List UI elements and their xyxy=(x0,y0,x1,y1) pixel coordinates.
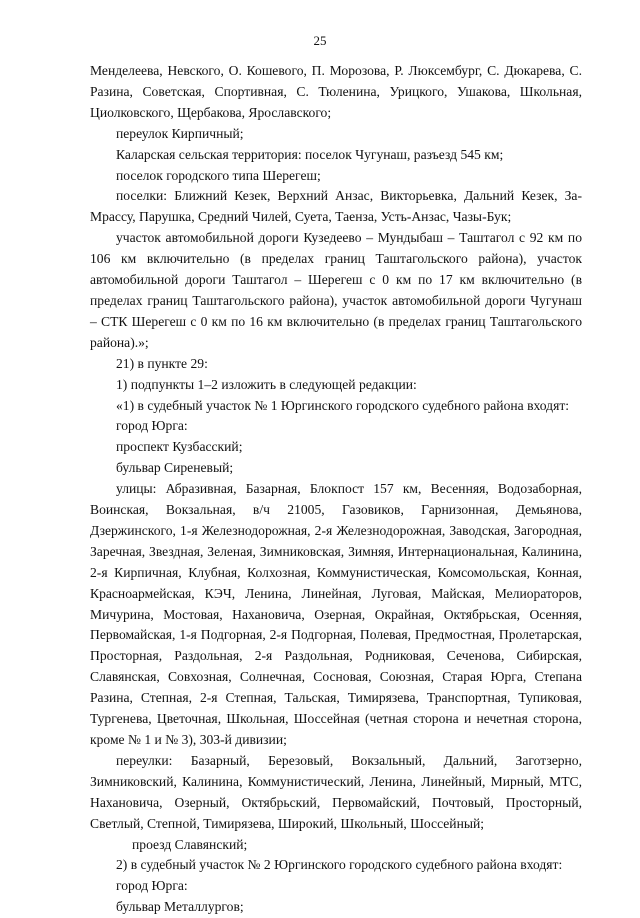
paragraph-passage: проезд Славянский; xyxy=(132,836,248,852)
paragraph-prospect: проспект Кузбасский; xyxy=(116,439,243,455)
paragraph-item-21: 21) в пункте 29: xyxy=(116,355,208,371)
document-body xyxy=(90,61,582,918)
paragraph-settlements: поселки: Ближний Кезек, Верхний Анзас, Викторьевка, Дальний Кезек, За-Мрассу, Парушка, Средний Чилей, Суета, Таенза, Усть-Анзас, Чазы-Бук; xyxy=(90,188,582,225)
paragraph-lane-kirpichny: переулок Кирпичный; xyxy=(116,125,244,141)
paragraph-sheregesh: поселок городского типа Шерегеш; xyxy=(116,167,321,183)
paragraph-lanes-list: переулки: Базарный, Березовый, Вокзальный, Дальний, Заготзерно, Зимниковский, Калинина, Коммунистический, Ленина, Линейный, Мирный, МТС, Нахановича, Озерный, Октябрьский, Первомайский, Почтовый, Просторный, Светлый, Степной, Тимирязева, Широкий, Школьный, Шоссейный; xyxy=(90,752,582,831)
paragraph-city-yurga-2: город Юрга: xyxy=(116,878,188,894)
paragraph-subitems-edit: 1) подпункты 1–2 изложить в следующей редакции: xyxy=(116,376,417,392)
paragraph-streets-list: улицы: Абразивная, Базарная, Блокпост 157 км, Весенняя, Водозаборная, Воинская, Вокзальная, в/ч 21005, Газовиков, Гарнизонная, Демьянова, Дзержинского, 1-я Железнодорожная, 2-я Железнодорожная, Заводская, Загородная, Заречная, Звездная, Зеленая, Зимниковская, Зимняя, Интернациональная, Калинина, 2-я Кирпичная, Клубная, Колхозная, Коммунистическая, Комсомольская, Конная, Красноармейская, КЭЧ, Ленина, Линейная, Луговая, Майская, Мелиораторов, Мичурина, Мостовая, Нахановича, Озерная, Окрайная, Октябрьская, Осенняя, Первомайская, 1-я Подгорная, 2-я Подгорная, Полевая, Предмостная, Пролетарская, Просторная, Раздольная, 2-я Раздольная, Родниковая, Сеченова, Сибирская, Славянская, Совхозная, Солнечная, Сосновая, Союзная, Старая Юрга, Степана Разина, Степная, 2-я Степная, Тальская, Тимирязева, Транспортная, Тупиковая, Тургенева, Цветочная, Школьная, Шоссейная (четная сторона и нечетная сторона, кроме № 1 и № 3), 303-й дивизии; xyxy=(90,481,582,747)
paragraph-boulevard-sirenevy: бульвар Сиреневый; xyxy=(116,460,234,476)
paragraph-district-1-heading: «1) в судебный участок № 1 Юргинского городского судебного района входят: xyxy=(116,397,570,413)
paragraph-kalarskaya-territory: Каларская сельская территория: поселок Чугунаш, разъезд 545 км; xyxy=(116,146,504,162)
paragraph-road-sections: участок автомобильной дороги Кузедеево – Мундыбаш – Таштагол с 92 км по 106 км включительно (в пределах границ Таштагольского района), участок автомобильной дороги Таштагол – Шерегеш с 0 км по 17 км включительно (в пределах границ Таштагольского района), участок автомобильной дороги Чугунаш – СТК Шерегеш с 0 км по 16 км включительно (в пределах границ Таштагольского района).»; xyxy=(90,230,582,350)
paragraph-boulevard-metallurgov: бульвар Металлургов; xyxy=(116,899,244,915)
paragraph-city-yurga-1: город Юрга: xyxy=(116,418,188,434)
page-number: 25 xyxy=(313,33,327,48)
paragraph-streets-continued: Менделеева, Невского, О. Кошевого, П. Морозова, Р. Люксембург, С. Дюкарева, С. Разина, Советская, Спортивная, С. Тюленина, Урицкого, Ушакова, Школьная, Циолковского, Щербакова, Ярославского; xyxy=(90,63,582,120)
paragraph-district-2-heading: 2) в судебный участок № 2 Юргинского городского судебного района входят: xyxy=(116,857,563,873)
